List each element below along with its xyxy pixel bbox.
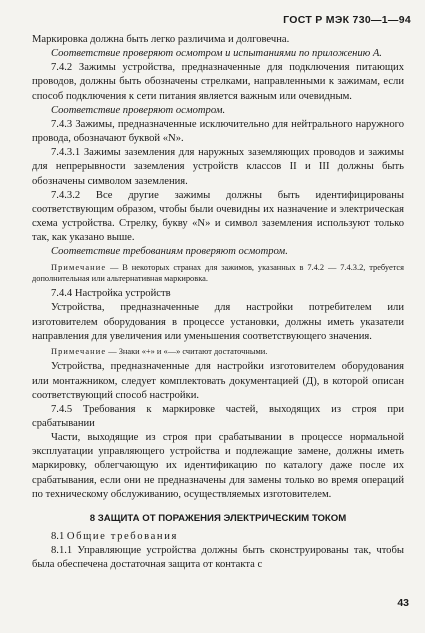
subsection-heading [32, 530, 404, 544]
paragraph: Части, выходящие из строя при срабатывании в процессе нормальной эксплуатации управляющего устройства и подлежащие замене, должны иметь маркировку, облегчающую их идентификацию по каталогу даже после их срабатывания, если они не предназначены для замены только во время операций по техническому обслуживанию, осуществляемых изготовителем. [32, 432, 404, 500]
paragraph: 7.4.5 Требования к маркировке частей, выходящих из строя при срабатывании [32, 403, 404, 429]
note-text: — Знаки «+» и «—» считают достаточными. [106, 346, 268, 356]
compliance-note: Соответствие проверяют осмотром. [51, 104, 226, 116]
paragraph: 7.4.2 Зажимы устройства, предназначенные для подключения питающих проводов, должны быть обозначены стрелками, направленными к зажимам, если способ подключения к сети питания является важным или очевидным. [32, 62, 404, 102]
subsection-title: Общие требования [66, 531, 178, 543]
subsection-number: 8.1 [51, 531, 65, 543]
note-label: Примечание [51, 346, 107, 356]
paragraph: 7.4.4 Настройка устройств [51, 288, 171, 300]
compliance-note: Соответствие проверяют осмотром и испытаниями по приложению А. [51, 48, 382, 60]
section-heading: 8 ЗАЩИТА ОТ ПОРАЖЕНИЯ ЭЛЕКТРИЧЕСКИМ ТОКОМ [89, 512, 347, 524]
note-label: Примечание [51, 262, 107, 272]
paragraph: Устройства, предназначенные для настройки изготовителем оборудования или монтажником, следует комплектовать документацией (Д), в которой описан соответствующий способ настройки. [32, 361, 404, 401]
standard-header: ГОСТ Р МЭК 730—1—94 [283, 14, 411, 26]
note [32, 346, 404, 357]
note-text: — В некоторых странах для зажимов, указанных в 7.4.2 — 7.4.3.2, требуется дополнительная или альтернативная маркировка. [32, 262, 404, 283]
document-body [32, 33, 404, 573]
paragraph: 8.1.1 Управляющие устройства должны быть сконструированы так, чтобы была обеспечена достаточная защита от контакта с [32, 545, 404, 571]
note [32, 262, 404, 285]
paragraph: Устройства, предназначенные для настройки потребителем или изготовителем оборудования в процессе установки, должны иметь указатели направления для увеличения или уменьшения соответствующего значения. [32, 302, 404, 342]
paragraph: 7.4.3.2 Все другие зажимы должны быть идентифицированы соответствующим образом, чтобы были очевидны их назначение и электрическая схема устройства. Стрелку, букву «N» и символ заземления используют только так, как указано выше. [32, 189, 404, 244]
compliance-note: Соответствие требованиям проверяют осмотром. [51, 246, 288, 258]
paragraph: Маркировка должна быть легко различима и долговечна. [32, 34, 290, 45]
paragraph: 7.4.3.1 Зажимы заземления для наружных заземляющих проводов и зажимы для непрерывности заземления устройств классов II и III должны быть обозначены символом заземления. [32, 147, 404, 187]
paragraph: 7.4.3 Зажимы, предназначенные исключительно для нейтрального наружного провода, обозначают буквой «N». [32, 118, 404, 145]
page-number: 43 [397, 597, 409, 609]
